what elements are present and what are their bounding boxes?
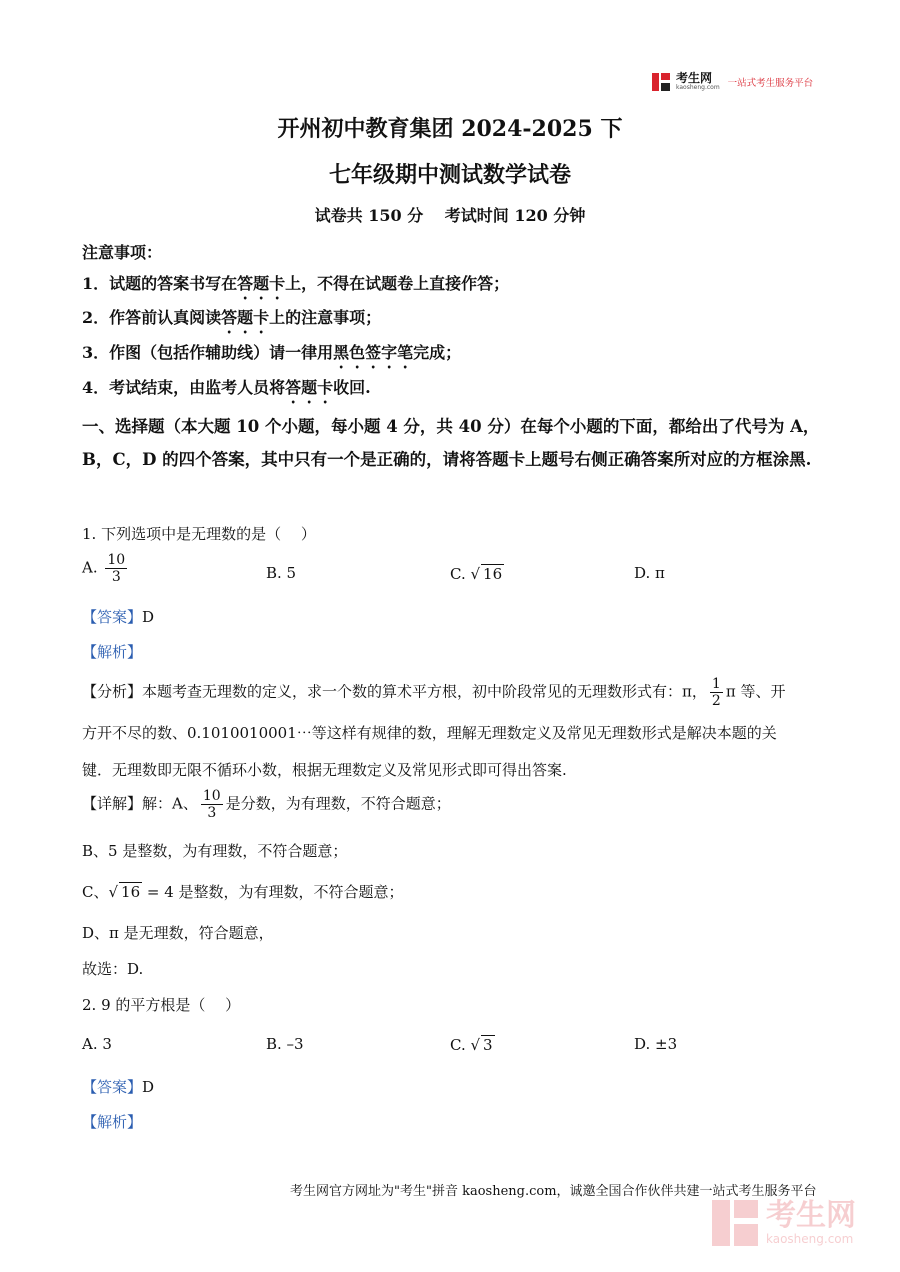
notice-item-1: 1．试题的答案书写在答题卡上，不得在试题卷上直接作答； (82, 274, 510, 293)
q1-choose: 故选：D. (82, 960, 144, 978)
q2-option-c: C. √ 3 (450, 1036, 493, 1054)
q2-answer: 【答案】D (82, 1078, 155, 1096)
q1-stem: 1. 下列选项中是无理数的是（ ） (82, 525, 316, 543)
q1-xiangjie-a: 【详解】解：A、 $\frac{10}{3}$ 是分数，为有理数，不符合题意； (82, 788, 451, 821)
exam-title-line2: 七年级期中测试数学试卷 (328, 162, 571, 188)
notice-heading: 注意事项： (82, 243, 163, 262)
watermark-url: kaosheng.com (766, 1232, 854, 1246)
q1-fenxi-line3: 键．无理数即无限不循环小数，根据无理数定义及常见形式即可得出答案. (82, 761, 567, 779)
logo-slogan: 一站式考生服务平台 (727, 77, 814, 89)
q1-xiangjie-c: C、√ 16 = 4 是整数，为有理数，不符合题意； (82, 883, 404, 901)
q1-answer: 【答案】D (82, 608, 155, 626)
q2-option-d: D. ±3 (634, 1035, 678, 1053)
q1-option-a: A. $\frac{10}{3}$ (82, 552, 126, 585)
q2-option-a: A. 3 (82, 1035, 112, 1053)
q1-xiangjie-b: B、5 是整数，为有理数，不符合题意； (82, 842, 348, 860)
exam-title-line1: 开州初中教育集团 2024-2025 下 (277, 116, 623, 142)
q1-fenxi-line2: 方开不尽的数、0.1010010001⋯等这样有规律的数，理解无理数定义及常见无理数形式是解决本题的关 (82, 724, 777, 742)
q2-stem: 2. 9 的平方根是（ ） (82, 996, 241, 1014)
kaosheng-logo-icon (652, 73, 670, 91)
logo-name: 考生网 (676, 71, 713, 85)
q1-fenxi-line1: 【分析】本题考查无理数的定义，求一个数的算术平方根，初中阶段常见的无理数形式有：π， $\frac{1}{2}$ π 等、开 (82, 676, 786, 709)
q1-option-c: C. √ 16 (450, 565, 503, 583)
q2-option-b: B. –3 (266, 1035, 304, 1053)
notice-item-4: 4．考试结束，由监考人员将答题卡收回. (82, 378, 371, 397)
exam-subtitle: 试卷共 150 分 考试时间 120 分钟 (314, 206, 586, 225)
q2-analysis-tag: 【解析】 (82, 1113, 143, 1131)
q1-option-d: D. π (634, 564, 665, 582)
logo-url: kaosheng.com (676, 84, 720, 91)
footer-text: 考生网官方网址为"考生"拼音 kaosheng.com，诚邀全国合作伙伴共建一站式考生服务平台 (290, 1184, 817, 1199)
header-logo (652, 72, 813, 91)
notice-item-3: 3．作图（包括作辅助线）请一律用黑色签字笔完成； (82, 343, 462, 362)
q1-xiangjie-d: D、π 是无理数，符合题意， (82, 924, 274, 942)
kaosheng-watermark-icon (712, 1200, 758, 1246)
section-1-instructions: 一、选择题（本大题 10 个小题，每小题 4 分，共 40 分）在每个小题的下面，都给出了代号为 A，B，C，D 的四个答案，其中只有一个是正确的，请将答题卡上题号右侧正确答案所对应的方框涂黑. (82, 417, 820, 469)
notice-item-2: 2．作答前认真阅读答题卡上的注意事项； (82, 308, 382, 327)
watermark (712, 1200, 856, 1246)
q1-analysis-tag: 【解析】 (82, 643, 143, 661)
q1-option-b: B. 5 (266, 564, 297, 582)
watermark-name: 考生网 (766, 1198, 856, 1233)
